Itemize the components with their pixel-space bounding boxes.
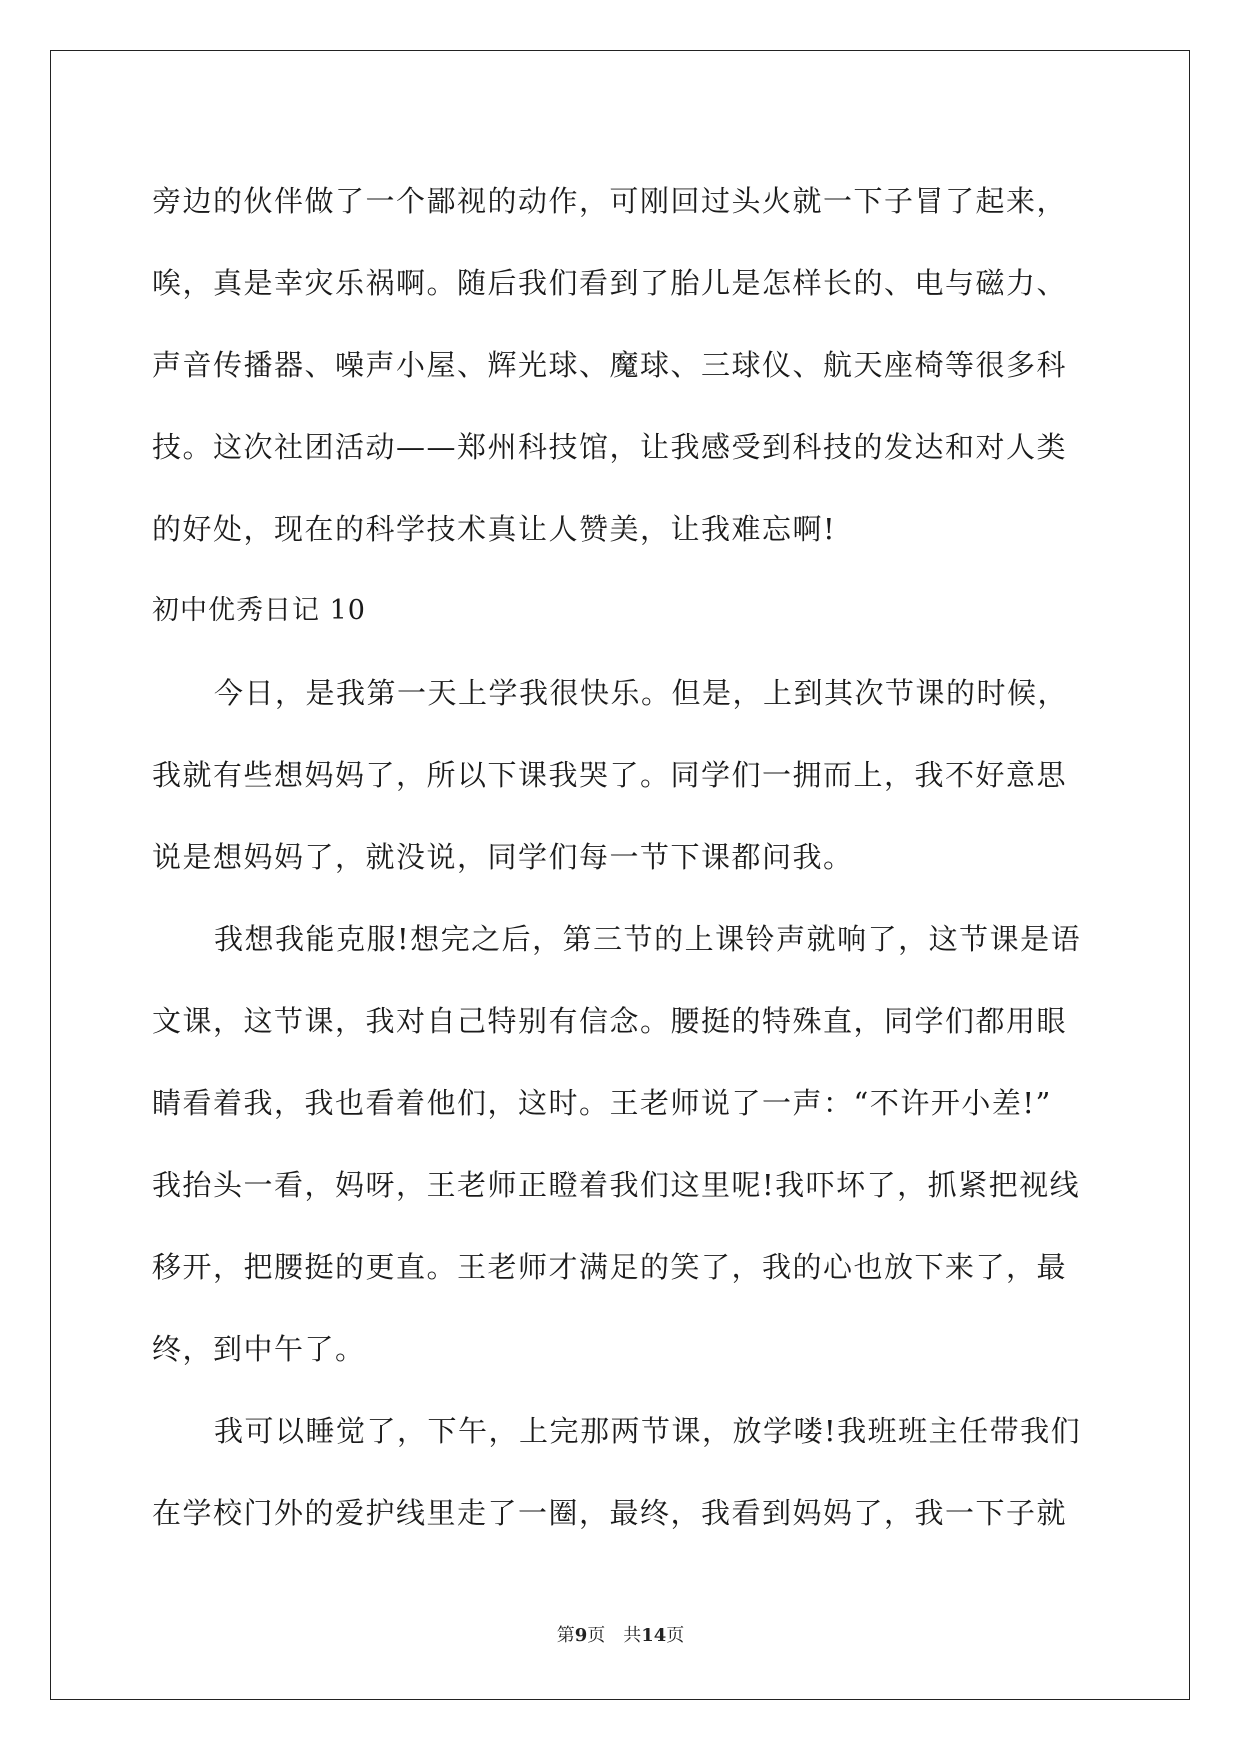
text-line: 说是想妈妈了，就没说，同学们每一节下课都问我。 bbox=[152, 840, 854, 874]
page-label-prefix: 第 bbox=[556, 1625, 575, 1646]
text-line: 终，到中午了。 bbox=[152, 1332, 366, 1366]
text-line: 文课，这节课，我对自己特别有信念。腰挺的特殊直，同学们都用眼 bbox=[152, 1004, 1068, 1038]
section-heading: 初中优秀日记 10 bbox=[152, 595, 366, 626]
text-line: 我可以睡觉了，下午，上完那两节课，放学喽!我班班主任带我们 bbox=[214, 1414, 1082, 1448]
text-line: 我想我能克服!想完之后，第三节的上课铃声就响了，这节课是语 bbox=[214, 922, 1082, 956]
current-page-number: 9 bbox=[574, 1625, 588, 1646]
text-line: 我抬头一看，妈呀，王老师正瞪着我们这里呢!我吓坏了，抓紧把视线 bbox=[152, 1168, 1081, 1202]
text-line: 今日，是我第一天上学我很快乐。但是，上到其次节课的时候， bbox=[214, 676, 1069, 710]
page-label-suffix: 页 bbox=[587, 1625, 606, 1646]
text-line: 我就有些想妈妈了，所以下课我哭了。同学们一拥而上，我不好意思 bbox=[152, 758, 1068, 792]
text-line: 技。这次社团活动——郑州科技馆，让我感受到科技的发达和对人类 bbox=[152, 430, 1068, 464]
total-label-suffix: 页 bbox=[666, 1625, 685, 1646]
text-line: 的好处，现在的科学技术真让人赞美，让我难忘啊! bbox=[152, 512, 837, 546]
text-line: 旁边的伙伴做了一个鄙视的动作，可刚回过头火就一下子冒了起来， bbox=[152, 184, 1068, 218]
total-page-number: 14 bbox=[641, 1625, 667, 1646]
page-footer bbox=[0, 1621, 1241, 1647]
text-line: 睛看着我，我也看着他们，这时。王老师说了一声：“不许开小差!” bbox=[152, 1086, 1052, 1120]
document-body bbox=[152, 160, 1112, 1554]
text-line: 移开，把腰挺的更直。王老师才满足的笑了，我的心也放下来了，最 bbox=[152, 1250, 1068, 1284]
text-line: 在学校门外的爱护线里走了一圈，最终，我看到妈妈了，我一下子就 bbox=[152, 1496, 1068, 1530]
text-line: 声音传播器、噪声小屋、辉光球、魔球、三球仪、航天座椅等很多科 bbox=[152, 348, 1068, 382]
total-label-prefix: 共 bbox=[623, 1625, 642, 1646]
text-line: 唉，真是幸灾乐祸啊。随后我们看到了胎儿是怎样长的、电与磁力、 bbox=[152, 266, 1068, 300]
